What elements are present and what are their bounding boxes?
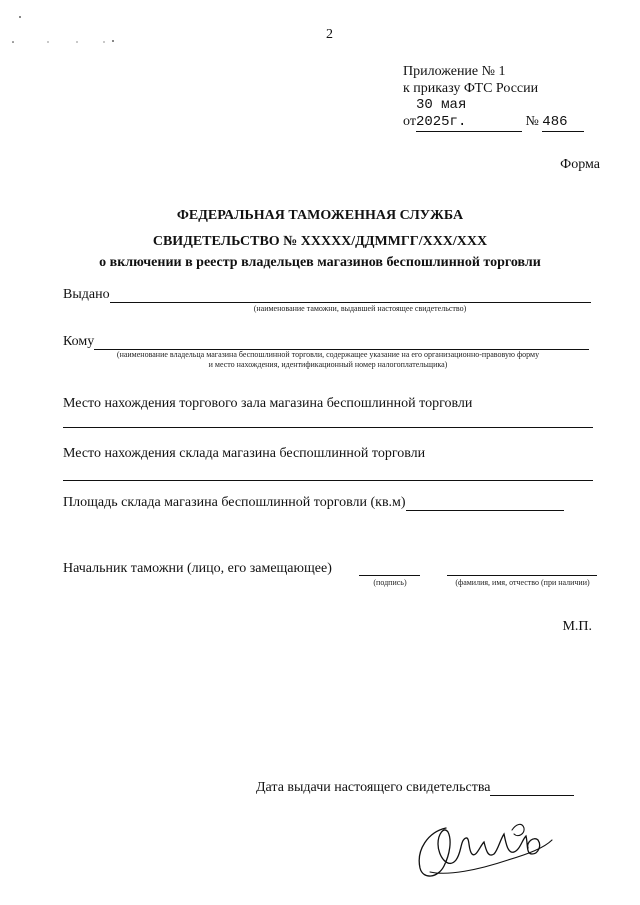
- agency-title: ФЕДЕРАЛЬНАЯ ТАМОЖЕННАЯ СЛУЖБА: [176, 208, 464, 223]
- name-caption: (фамилия, имя, отчество (при наличии): [455, 578, 590, 587]
- issued-row: [63, 287, 591, 303]
- certificate-title: СВИДЕТЕЛЬСТВО № ХХХХХ/ДДММГГ/ХХХ/ХХХ: [152, 234, 488, 249]
- handwritten-signature: [408, 810, 558, 890]
- issue-date-field[interactable]: [490, 781, 574, 796]
- issue-date-row: [256, 780, 574, 796]
- certificate-subtitle: о включении в реестр владельцев магазинов беспошлинной торговли: [99, 255, 541, 270]
- form-label: Форма: [560, 157, 600, 172]
- scan-specks: [0, 0, 140, 60]
- appendix-line-1: Приложение № 1: [403, 64, 506, 79]
- to-label: Кому: [63, 334, 95, 349]
- appendix-line-2: к приказу ФТС России: [403, 81, 539, 96]
- number-label: №: [525, 114, 539, 129]
- to-caption-2: и место нахождения, идентификационный номер налогоплательщика): [208, 360, 448, 369]
- warehouse-location-label: Место нахождения склада магазина беспошлинной торговли: [63, 446, 426, 461]
- head-label: Начальник таможни (лицо, его замещающее): [63, 561, 332, 576]
- from-label: от: [403, 114, 416, 129]
- appendix-line-3: [403, 97, 584, 132]
- hall-location-label: Место нахождения торгового зала магазина беспошлинной торговли: [63, 396, 473, 411]
- to-field[interactable]: [94, 335, 589, 350]
- page-number: 2: [326, 27, 333, 42]
- head-row: [63, 561, 332, 577]
- order-date: 30 мая 2025г.: [416, 97, 522, 132]
- to-caption-1: (наименование владельца магазина беспошлинной торговли, содержащее указание на его организационно-правовую форму: [116, 350, 540, 359]
- issued-label: Выдано: [63, 287, 110, 302]
- appendix-block: [403, 63, 584, 132]
- warehouse-area-label: Площадь склада магазина беспошлинной торговли (кв.м): [63, 495, 406, 510]
- order-number: 486: [542, 114, 584, 132]
- warehouse-area-field[interactable]: [406, 496, 564, 511]
- stamp-place: М.П.: [562, 619, 592, 634]
- issued-field[interactable]: [110, 288, 591, 303]
- warehouse-location-field[interactable]: [63, 480, 593, 481]
- to-row: [63, 334, 589, 350]
- head-signature-field[interactable]: [359, 575, 420, 576]
- head-name-field[interactable]: [447, 575, 597, 576]
- signature-caption: (подпись): [373, 578, 407, 587]
- issued-caption: (наименование таможни, выдавшей настоящее свидетельство): [253, 304, 467, 313]
- hall-location-field[interactable]: [63, 427, 593, 428]
- warehouse-area-row: [63, 495, 564, 511]
- issue-date-label: Дата выдачи настоящего свидетельства: [256, 780, 491, 795]
